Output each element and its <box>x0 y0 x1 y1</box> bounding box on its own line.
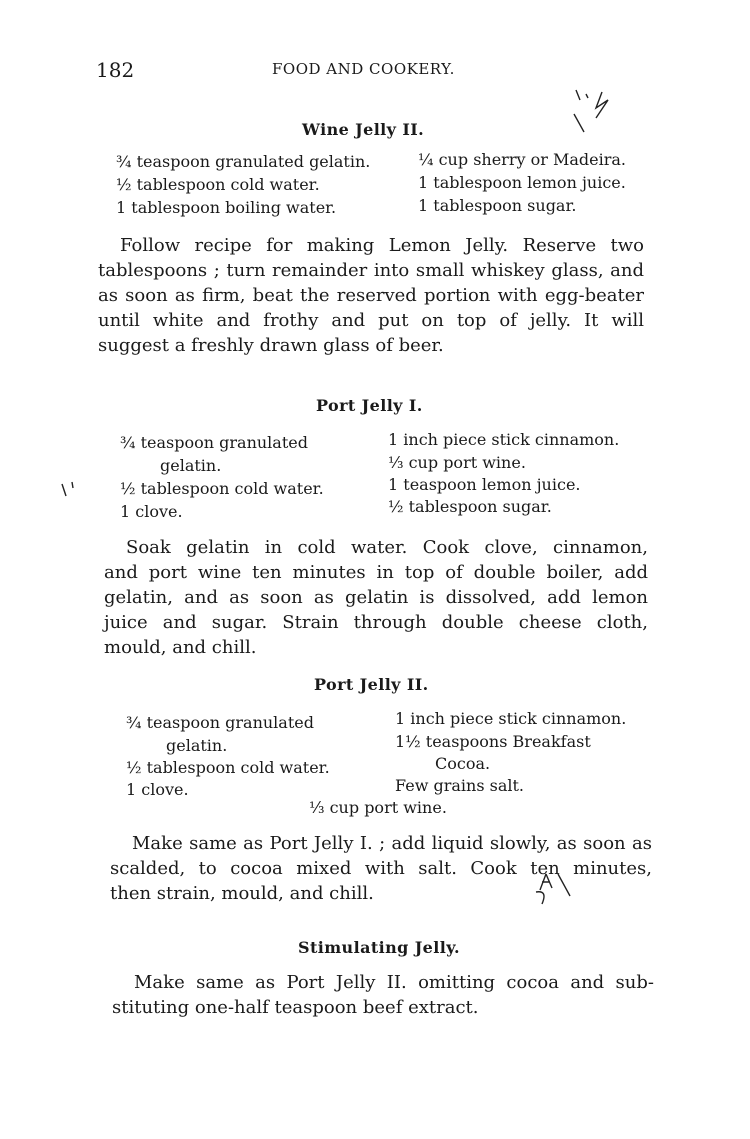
ingredient: ½ tablespoon cold water. <box>120 479 324 498</box>
method-line: gelatin, and as soon as gelatin is dissolved, add lemon <box>104 587 648 608</box>
page-number: 182 <box>96 58 135 82</box>
running-head: FOOD AND COOKERY. <box>272 60 455 78</box>
method-line: then strain, mould, and chill. <box>110 883 374 904</box>
recipe-method-stimulating-jelly <box>112 970 654 1020</box>
method-line: until white and frothy and put on top of jelly. It will <box>98 310 644 331</box>
method-line: mould, and chill. <box>104 637 257 658</box>
ingredient: ⅓ cup port wine. <box>388 453 526 472</box>
ingredient: ½ tablespoon sugar. <box>388 497 552 516</box>
pencil-mark-icon <box>56 478 80 504</box>
recipe-title-wine-jelly-ii: Wine Jelly II. <box>302 120 425 139</box>
recipe-title-port-jelly-i: Port Jelly I. <box>316 396 423 415</box>
method-line: scalded, to cocoa mixed with salt. Cook ten minutes, <box>110 858 652 879</box>
ingredient: 1 tablespoon lemon juice. <box>418 173 626 192</box>
ingredient: 1 clove. <box>126 780 189 799</box>
ingredient: Few grains salt. <box>395 776 525 795</box>
method-line: Make same as Port Jelly II. omitting cocoa and sub- <box>134 972 654 993</box>
ingredient: 1 tablespoon sugar. <box>418 196 577 215</box>
method-line: Soak gelatin in cold water. Cook clove, cinnamon, <box>126 537 648 558</box>
ingredient: 1 clove. <box>120 502 183 521</box>
ingredient: gelatin. <box>160 456 222 475</box>
recipe-title-stimulating-jelly: Stimulating Jelly. <box>298 938 461 957</box>
ingredient: 1½ teaspoons Breakfast <box>395 732 591 751</box>
pencil-mark-icon <box>526 860 574 910</box>
recipe-title-port-jelly-ii: Port Jelly II. <box>314 675 429 694</box>
recipe-method-wine-jelly-ii <box>98 233 644 358</box>
method-line: suggest a freshly drawn glass of beer. <box>98 335 444 356</box>
method-line: Make same as Port Jelly I. ; add liquid slowly, as soon as <box>132 833 652 854</box>
pencil-mark-icon <box>566 86 616 138</box>
ingredient: 1 inch piece stick cinnamon. <box>395 709 627 728</box>
ingredient: ¾ teaspoon granulated <box>126 713 314 732</box>
ingredient: Cocoa. <box>435 754 491 773</box>
ingredient: ¾ teaspoon granulated <box>120 433 308 452</box>
method-line: as soon as firm, beat the reserved portion with egg-beater <box>98 285 644 306</box>
method-line: juice and sugar. Strain through double cheese cloth, <box>104 612 648 633</box>
ingredient: 1 inch piece stick cinnamon. <box>388 430 620 449</box>
method-line: Follow recipe for making Lemon Jelly. Reserve two <box>120 235 644 256</box>
ingredient: 1 tablespoon boiling water. <box>116 198 337 217</box>
ingredient: ½ tablespoon cold water. <box>116 175 320 194</box>
ingredient: 1 teaspoon lemon juice. <box>388 475 581 494</box>
method-line: stituting one-half teaspoon beef extract. <box>112 997 479 1018</box>
ingredient: ⅓ cup port wine. <box>309 798 447 817</box>
ingredient: ¾ teaspoon granulated gelatin. <box>116 152 371 171</box>
ingredient: gelatin. <box>166 736 228 755</box>
method-line: tablespoons ; turn remainder into small whiskey glass, and <box>98 260 644 281</box>
ingredient: ½ tablespoon cold water. <box>126 758 330 777</box>
ingredient: ¼ cup sherry or Madeira. <box>418 150 626 169</box>
method-line: and port wine ten minutes in top of double boiler, add <box>104 562 648 583</box>
recipe-method-port-jelly-i <box>104 535 648 660</box>
